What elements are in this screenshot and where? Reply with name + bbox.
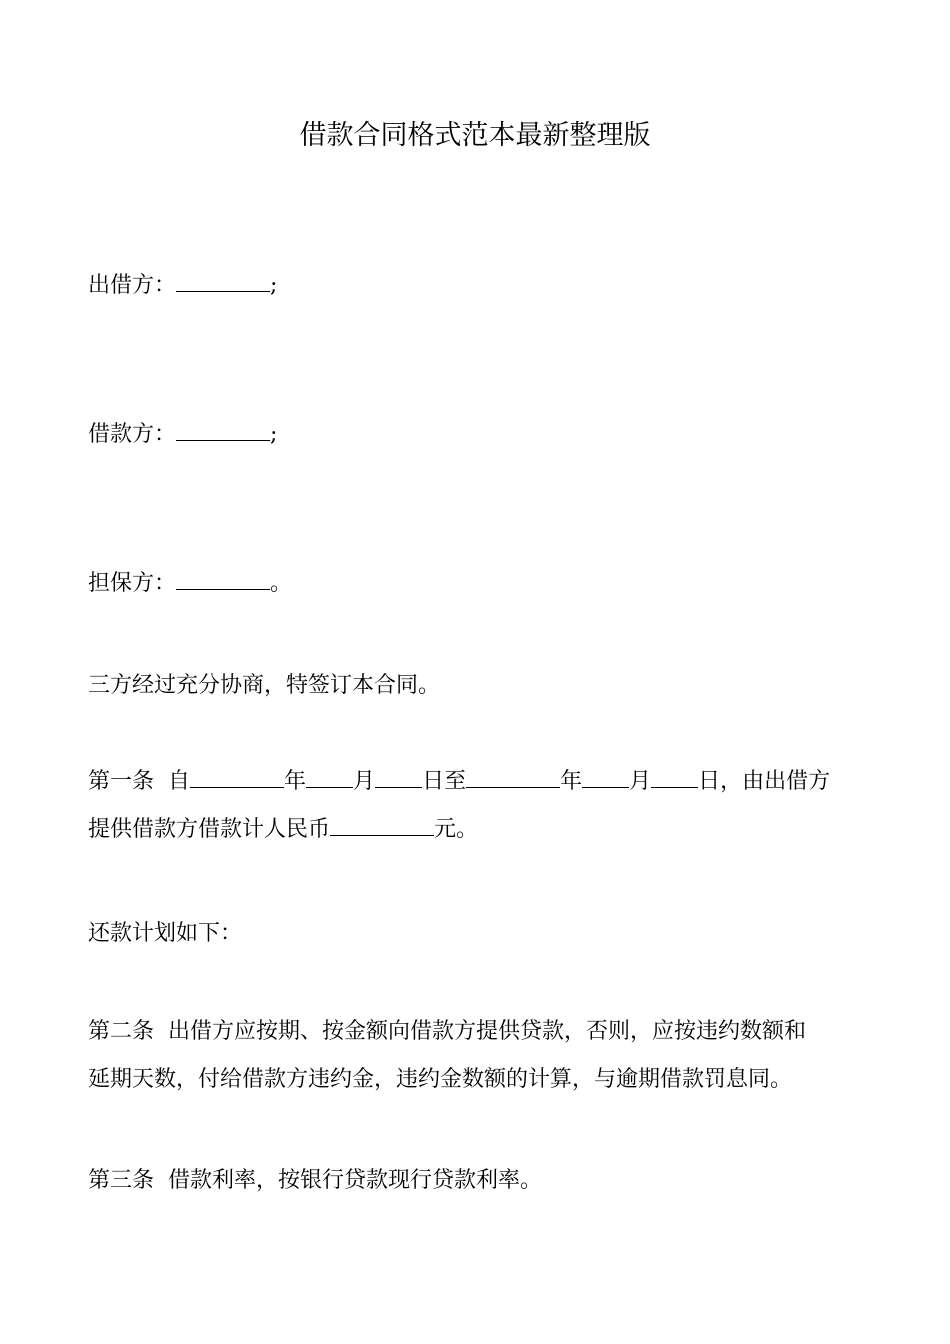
borrower-line (88, 411, 868, 459)
repayment-plan: 还款计划如下： (88, 921, 243, 946)
article-1-amount-end: 元。 (434, 817, 479, 842)
lender-blank[interactable] (176, 271, 270, 292)
end-day-blank[interactable] (651, 767, 698, 788)
article-2-heading: 第二条 (88, 1019, 155, 1044)
article-1-text-year: 年 (284, 769, 307, 794)
article-3 (88, 1157, 868, 1205)
article-1 (88, 758, 868, 854)
borrower-end: ; (270, 422, 278, 447)
intro-paragraph: 三方经过充分协商，特签订本合同。 (88, 673, 441, 698)
article-1-text-month: 月 (353, 769, 376, 794)
end-month-blank[interactable] (582, 767, 629, 788)
guarantor-end: 。 (270, 571, 293, 596)
guarantor-label: 担保方： (88, 571, 177, 596)
article-1-line-2 (88, 806, 868, 854)
article-2-text-1: 出借方应按期、按金额向借款方提供贷款，否则，应按违约数额和 (168, 1019, 807, 1044)
borrower-blank[interactable] (176, 420, 270, 441)
article-3-text: 借款利率，按银行贷款现行贷款利率。 (168, 1168, 543, 1193)
article-1-text-year-2: 年 (560, 769, 583, 794)
start-month-blank[interactable] (306, 767, 353, 788)
article-1-text-month-2: 月 (629, 769, 652, 794)
guarantor-blank[interactable] (176, 569, 270, 590)
lender-label: 出借方： (88, 273, 177, 298)
article-1-text-day-to: 日至 (422, 769, 467, 794)
borrower-label: 借款方： (88, 422, 177, 447)
start-day-blank[interactable] (375, 767, 422, 788)
article-1-text-from: 自 (168, 769, 191, 794)
amount-blank[interactable] (330, 815, 434, 836)
article-1-amount-text: 提供借款方借款计人民币 (88, 817, 331, 842)
article-2-line-2: 延期天数，付给借款方违约金，违约金数额的计算，与逾期借款罚息同。 (88, 1067, 793, 1092)
article-2 (88, 1008, 868, 1104)
guarantor-line (88, 560, 868, 608)
article-1-text-day-lender: 日，由出借方 (698, 769, 831, 794)
lender-line (88, 262, 868, 310)
start-year-blank[interactable] (190, 767, 284, 788)
document-title: 借款合同格式范本最新整理版 (299, 120, 651, 151)
article-1-heading: 第一条 (88, 769, 155, 794)
article-1-line-1 (88, 758, 868, 806)
end-year-blank[interactable] (466, 767, 560, 788)
article-3-heading: 第三条 (88, 1168, 155, 1193)
lender-end: ; (270, 273, 278, 298)
article-2-line-1 (88, 1008, 868, 1056)
